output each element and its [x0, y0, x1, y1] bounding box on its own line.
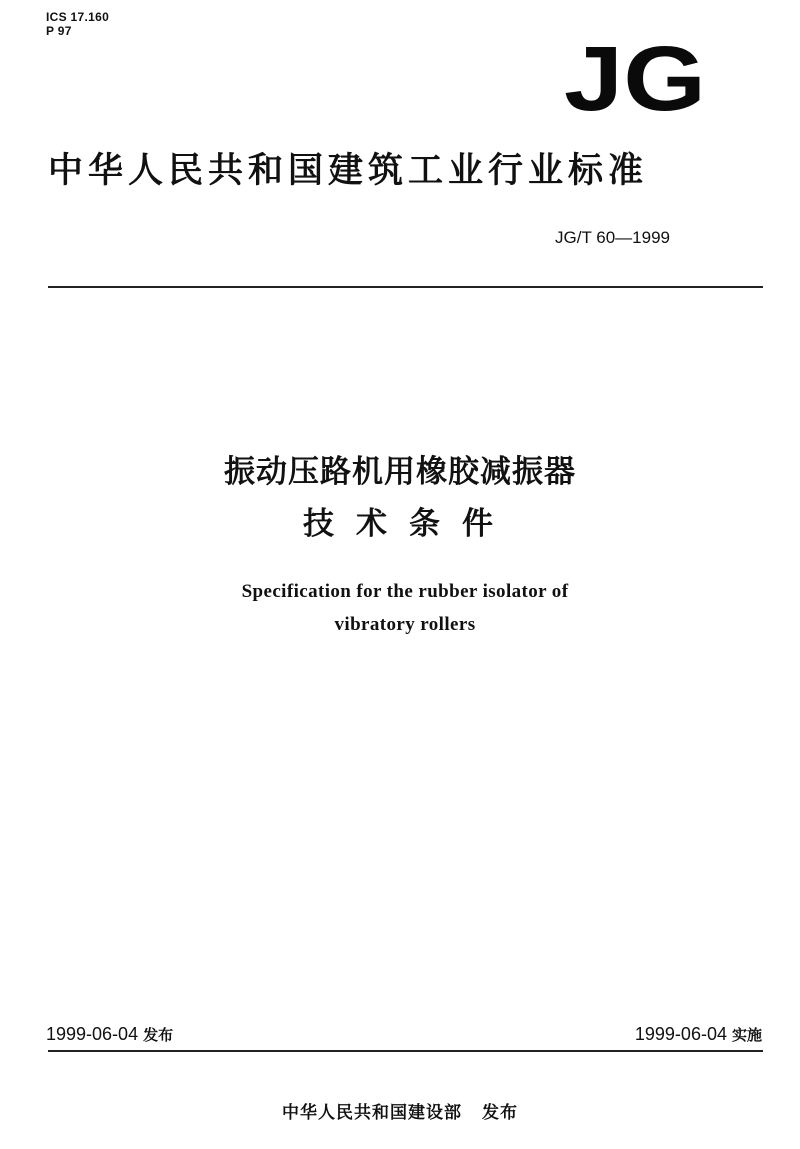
publisher-name: 中华人民共和国建设部 — [282, 1103, 462, 1123]
publisher-line — [0, 1098, 800, 1123]
top-divider — [48, 286, 763, 288]
title-en-line2: vibratory rollers — [334, 614, 476, 635]
implementation-date: 1999-06-04 — [634, 1024, 727, 1044]
classification-codes — [46, 10, 109, 38]
issue-date: 1999-06-04 — [46, 1024, 139, 1044]
standard-category: 中华人民共和国建筑工业行业标准 — [48, 151, 649, 191]
publisher-action: 发布 — [482, 1103, 518, 1123]
implementation-label: 实施 — [731, 1026, 762, 1044]
title-en-line1: Specification for the rubber isolator of — [241, 581, 569, 602]
title-cn-line1: 振动压路机用橡胶减振器 — [224, 454, 576, 490]
issue-date-block — [46, 1024, 173, 1045]
issue-label: 发布 — [143, 1026, 174, 1044]
classification-code: P 97 — [46, 24, 72, 38]
bottom-divider — [48, 1050, 763, 1052]
jg-logo-text: JG — [564, 40, 706, 114]
implementation-date-block — [635, 1024, 762, 1045]
ics-code: ICS 17.160 — [46, 10, 110, 24]
title-cn-line2: 技术条件 — [303, 506, 515, 542]
jg-logo — [560, 40, 710, 114]
standard-number: JG/T 60—1999 — [555, 228, 670, 247]
